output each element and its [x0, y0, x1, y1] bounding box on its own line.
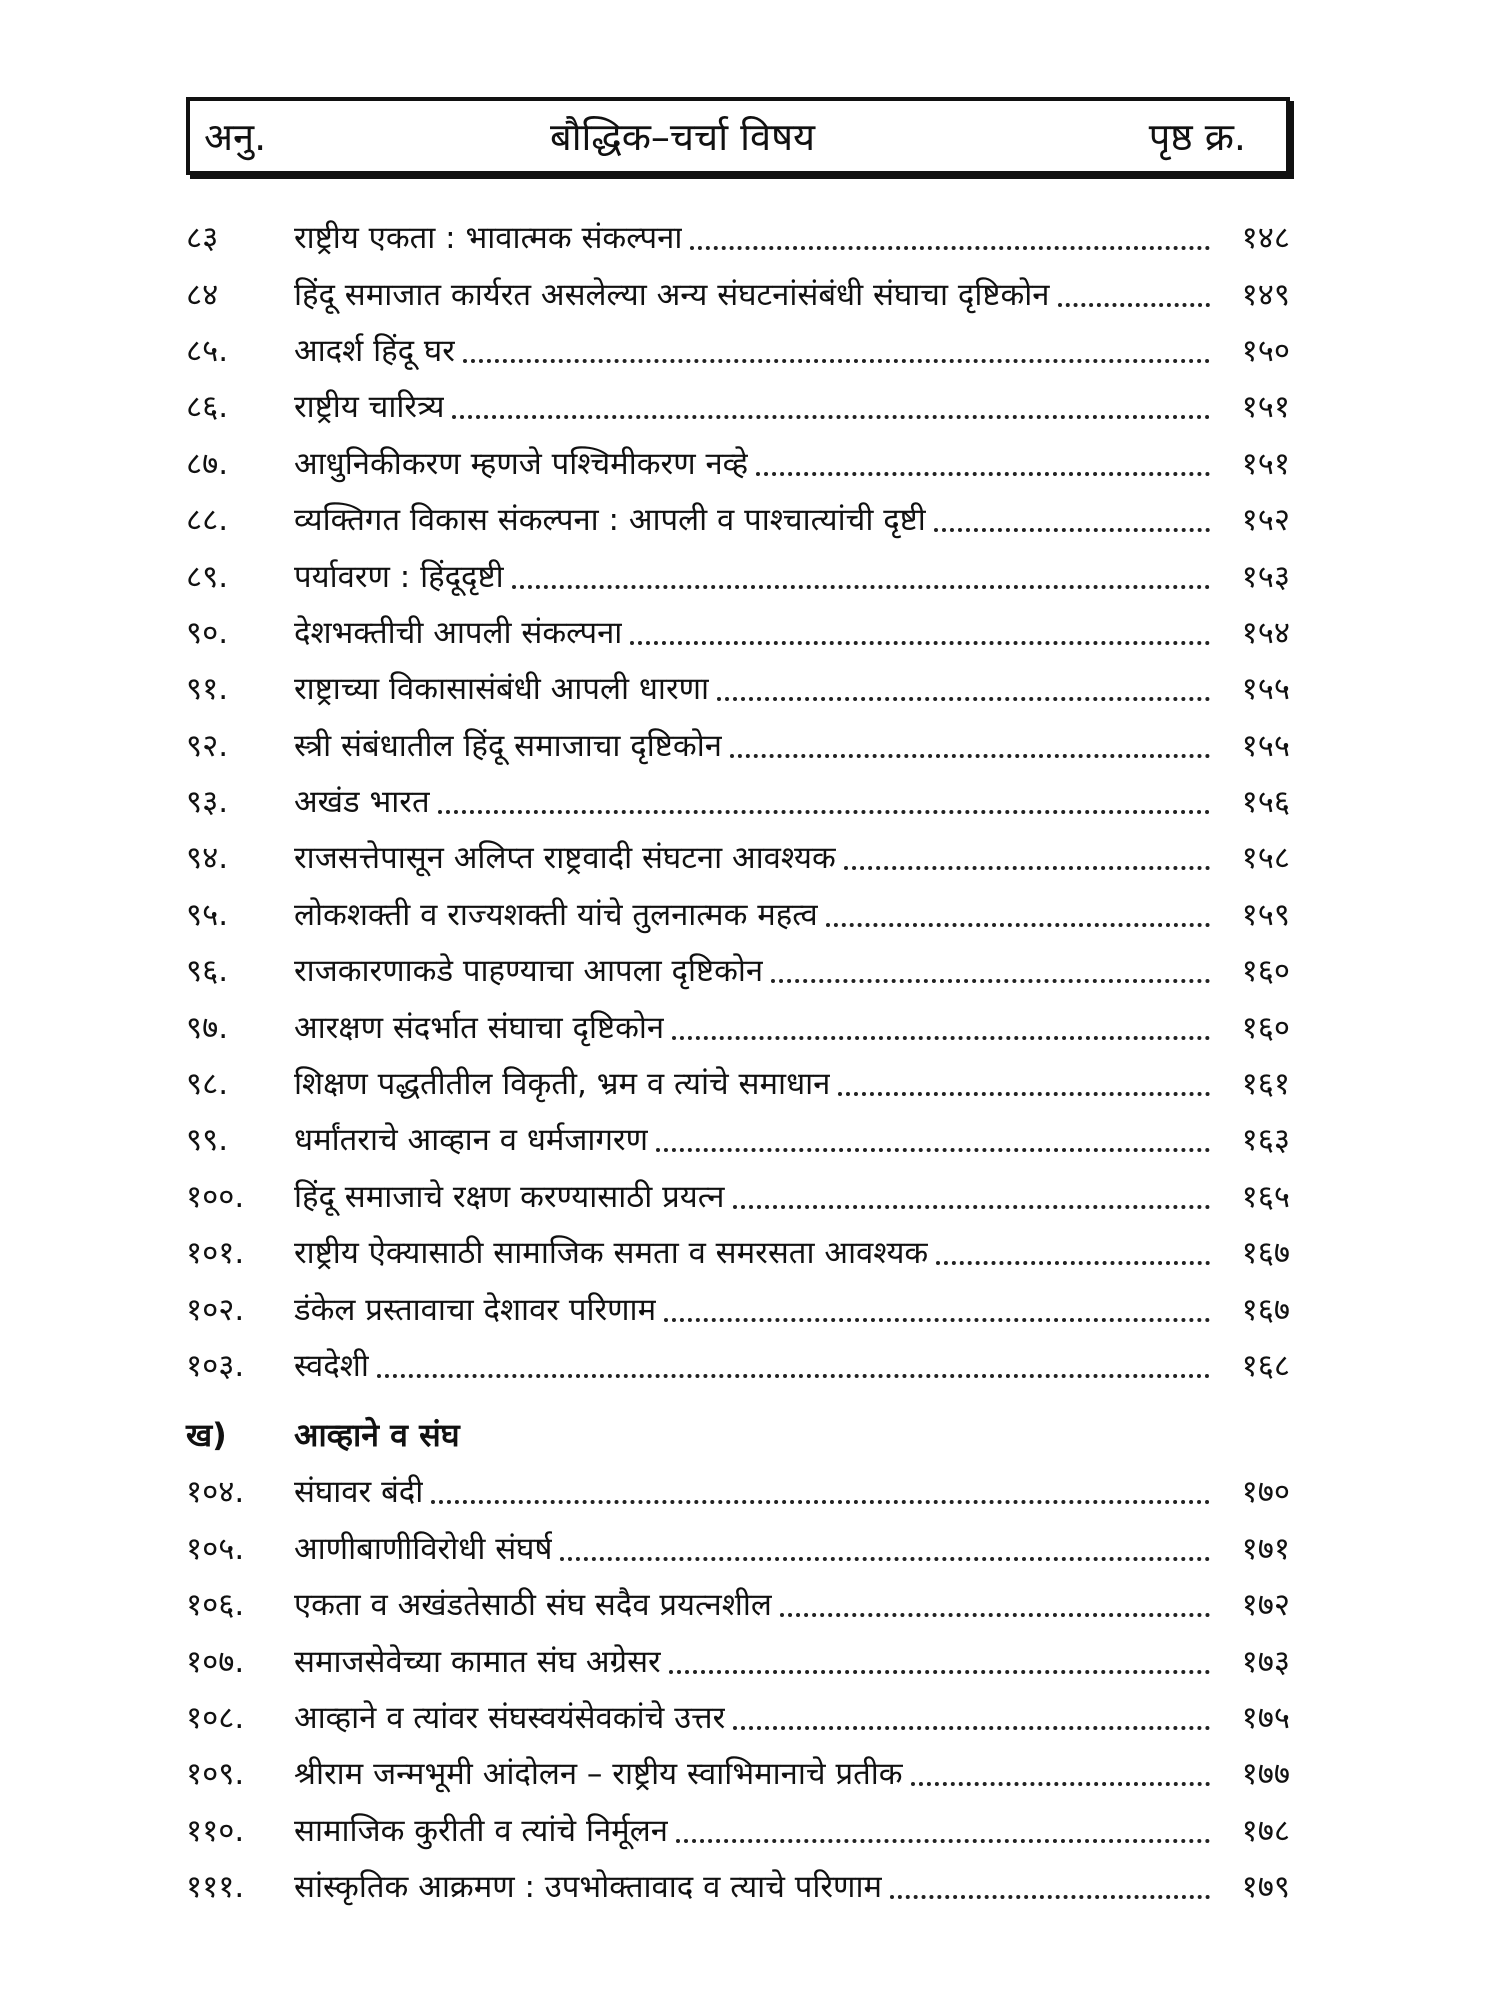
entry-title: श्रीराम जन्मभूमी आंदोलन – राष्ट्रीय स्वाभिमानाचे प्रतीक	[294, 1756, 903, 1793]
entry-number: १००.	[186, 1178, 245, 1215]
entry-page-number: १६३	[1241, 1122, 1290, 1159]
entry-number: १०३.	[186, 1348, 245, 1384]
entry-page-number: १५४	[1241, 614, 1290, 651]
entry-number: १०६.	[186, 1587, 245, 1624]
toc-entry	[186, 266, 1290, 322]
entry-number: ९९.	[186, 1122, 229, 1159]
dot-leader	[936, 1261, 1210, 1265]
dot-leader	[630, 641, 1210, 645]
entry-number: ८६.	[186, 389, 229, 426]
entry-page-number: १५१	[1241, 389, 1290, 426]
entry-page-number: १५५	[1241, 727, 1290, 764]
entry-page-number: १७०	[1241, 1474, 1290, 1511]
entry-number: १०४.	[186, 1474, 245, 1511]
entry-number: ९५.	[186, 896, 229, 933]
entry-page-number: १६७	[1241, 1235, 1290, 1272]
entry-title: एकता व अखंडतेसाठी संघ सदैव प्रयत्नशील	[294, 1587, 772, 1624]
dot-leader	[934, 528, 1210, 532]
toc-entry	[186, 1169, 1290, 1225]
entry-title: स्वदेशी	[294, 1348, 369, 1384]
entry-title: धर्मांतराचे आव्हान व धर्मजागरण	[294, 1122, 649, 1159]
dot-leader	[690, 246, 1210, 250]
dot-leader	[672, 1036, 1210, 1040]
entry-page-number: १५२	[1241, 502, 1290, 539]
toc-entry	[186, 1746, 1290, 1802]
entry-page-number: १६०	[1241, 953, 1290, 990]
entry-page-number: १६१	[1241, 1066, 1290, 1103]
entry-title: राष्ट्रीय चारित्र्य	[294, 389, 445, 426]
toc-entry	[186, 379, 1290, 435]
dot-leader	[463, 359, 1210, 363]
entry-title: संघावर बंदी	[294, 1474, 424, 1511]
toc-entry	[186, 887, 1290, 943]
entry-number: ८९.	[186, 558, 229, 595]
entry-number: ९४.	[186, 840, 229, 877]
entry-page-number: १७५	[1241, 1699, 1290, 1736]
entry-number: ८७.	[186, 445, 229, 482]
toc-entry	[186, 1577, 1290, 1633]
entry-title: डंकेल प्रस्तावाचा देशावर परिणाम	[294, 1291, 657, 1328]
toc-entry	[186, 718, 1290, 774]
section-number: ख)	[186, 1415, 227, 1454]
dot-leader	[664, 1318, 1210, 1322]
entry-page-number: १५३	[1241, 558, 1290, 595]
entry-number: ८८.	[186, 502, 229, 539]
entry-page-number: १४९	[1241, 276, 1290, 313]
toc-entry	[186, 1521, 1290, 1577]
entry-title: सांस्कृतिक आक्रमण : उपभोक्तावाद व त्याचे परिणाम	[294, 1869, 883, 1906]
entry-number: १०८.	[186, 1699, 245, 1736]
entry-number: १०२.	[186, 1291, 245, 1328]
toc-header	[186, 97, 1290, 175]
toc-entry	[186, 1690, 1290, 1746]
toc-entry	[186, 943, 1290, 999]
entry-number: १०९.	[186, 1756, 245, 1793]
entry-page-number: १६५	[1241, 1178, 1290, 1215]
entry-title: स्त्री संबंधातील हिंदू समाजाचा दृष्टिकोन	[294, 727, 722, 764]
entry-number: ९२.	[186, 727, 229, 764]
toc-entry	[186, 661, 1290, 717]
entry-page-number: १६८	[1241, 1348, 1290, 1384]
entry-title: आव्हाने व त्यांवर संघस्वयंसेवकांचे उत्तर	[294, 1699, 726, 1736]
entry-title: समाजसेवेच्या कामात संघ अग्रेसर	[294, 1643, 661, 1680]
toc-entry	[186, 774, 1290, 830]
entry-title: आदर्श हिंदू घर	[294, 332, 455, 369]
entry-number: ९०.	[186, 614, 229, 651]
dot-leader	[1058, 303, 1210, 307]
entry-page-number: १७३	[1241, 1643, 1290, 1680]
toc-entry	[186, 436, 1290, 492]
header-title: बौद्धिक–चर्चा विषय	[550, 115, 816, 159]
entry-page-number: १६०	[1241, 1009, 1290, 1046]
entry-number: ८३	[186, 220, 219, 257]
dot-leader	[733, 1205, 1210, 1209]
toc-entry	[186, 548, 1290, 604]
dot-leader	[826, 923, 1210, 927]
toc-entry	[186, 210, 1290, 266]
entry-page-number: १५०	[1241, 332, 1290, 369]
dot-leader	[512, 585, 1210, 589]
dot-leader	[733, 1726, 1210, 1730]
dot-leader	[717, 697, 1210, 701]
dot-leader	[656, 1148, 1210, 1152]
entry-page-number: १७९	[1241, 1869, 1290, 1906]
toc-entry	[186, 1338, 1290, 1394]
entry-page-number: १७२	[1241, 1587, 1290, 1624]
dot-leader	[676, 1839, 1210, 1843]
entry-title: राष्ट्राच्या विकासासंबंधी आपली धारणा	[294, 671, 710, 708]
header-page-label: पृष्ठ क्र.	[1148, 115, 1246, 159]
dot-leader	[771, 979, 1210, 983]
entry-title: राष्ट्रीय ऐक्यासाठी सामाजिक समता व समरसता आवश्यक	[294, 1235, 929, 1272]
entry-title: सामाजिक कुरीती व त्यांचे निर्मूलन	[294, 1812, 668, 1849]
entry-page-number: १५९	[1241, 896, 1290, 933]
entry-title: राष्ट्रीय एकता : भावात्मक संकल्पना	[294, 220, 683, 257]
entry-title: आधुनिकीकरण म्हणजे पश्चिमीकरण नव्हे	[294, 445, 749, 482]
toc-entry	[186, 323, 1290, 379]
entry-title: व्यक्तिगत विकास संकल्पना : आपली व पाश्चात्यांची दृष्टी	[294, 502, 926, 539]
entry-page-number: १५१	[1241, 445, 1290, 482]
toc-entry	[186, 1859, 1290, 1915]
dot-leader	[756, 472, 1210, 476]
entry-number: ९३.	[186, 784, 229, 821]
entry-number: ९७.	[186, 1009, 229, 1046]
entry-page-number: १५८	[1241, 840, 1290, 877]
entry-title: राजकारणाकडे पाहण्याचा आपला दृष्टिकोन	[294, 953, 764, 990]
entry-number: ९६.	[186, 953, 229, 990]
entry-title: हिंदू समाजात कार्यरत असलेल्या अन्य संघटनांसंबंधी संघाचा दृष्टिकोन	[294, 276, 1050, 313]
dot-leader	[780, 1613, 1210, 1617]
dot-leader	[838, 1092, 1210, 1096]
entry-title: देशभक्तीची आपली संकल्पना	[294, 614, 623, 651]
dot-leader	[452, 415, 1210, 419]
entry-number: ९१.	[186, 671, 229, 708]
toc-list	[186, 210, 1290, 1915]
entry-number: १११.	[186, 1869, 245, 1906]
entry-title: आणीबाणीविरोधी संघर्ष	[294, 1530, 553, 1567]
toc-entry	[186, 999, 1290, 1055]
entry-page-number: १५५	[1241, 671, 1290, 708]
entry-title: आरक्षण संदर्भात संघाचा दृष्टिकोन	[294, 1009, 665, 1046]
entry-title: शिक्षण पद्धतीतील विकृती, भ्रम व त्यांचे समाधान	[294, 1066, 831, 1103]
entry-title: अखंड भारत	[294, 784, 430, 821]
toc-entry	[186, 1803, 1290, 1859]
entry-number: ९८.	[186, 1066, 229, 1103]
entry-page-number: १७१	[1241, 1530, 1290, 1567]
dot-leader	[377, 1374, 1210, 1378]
entry-number: १०१.	[186, 1235, 245, 1272]
dot-leader	[844, 866, 1210, 870]
entry-title: हिंदू समाजाचे रक्षण करण्यासाठी प्रयत्न	[294, 1178, 725, 1215]
toc-entry	[186, 1281, 1290, 1337]
toc-entry	[186, 1633, 1290, 1689]
dot-leader	[669, 1670, 1210, 1674]
entry-title: लोकशक्ती व राज्यशक्ती यांचे तुलनात्मक महत्व	[294, 896, 818, 933]
entry-number: १०५.	[186, 1530, 245, 1567]
entry-title: पर्यावरण : हिंदूदृष्टी	[294, 558, 504, 595]
header-number-label: अनु.	[204, 115, 267, 159]
toc-entry	[186, 1112, 1290, 1168]
entry-number: १०७.	[186, 1643, 245, 1680]
dot-leader	[890, 1895, 1210, 1899]
entry-page-number: १४८	[1241, 220, 1290, 257]
toc-entry	[186, 1225, 1290, 1281]
section-heading	[186, 1404, 1290, 1464]
dot-leader	[560, 1557, 1210, 1561]
entry-page-number: १५६	[1241, 784, 1290, 821]
dot-leader	[730, 754, 1210, 758]
dot-leader	[911, 1782, 1210, 1786]
toc-entry	[186, 1056, 1290, 1112]
section-title: आव्हाने व संघ	[294, 1415, 460, 1454]
entry-page-number: १६७	[1241, 1291, 1290, 1328]
entry-number: ८४	[186, 276, 219, 313]
entry-page-number: १७८	[1241, 1812, 1290, 1849]
toc-entry	[186, 1464, 1290, 1520]
entry-number: ११०.	[186, 1812, 245, 1849]
toc-entry	[186, 830, 1290, 886]
entry-number: ८५.	[186, 332, 229, 369]
toc-entry	[186, 605, 1290, 661]
entry-page-number: १७७	[1241, 1756, 1290, 1793]
dot-leader	[431, 1500, 1210, 1504]
toc-entry	[186, 492, 1290, 548]
entry-title: राजसत्तेपासून अलिप्त राष्ट्रवादी संघटना आवश्यक	[294, 840, 836, 877]
dot-leader	[438, 810, 1210, 814]
